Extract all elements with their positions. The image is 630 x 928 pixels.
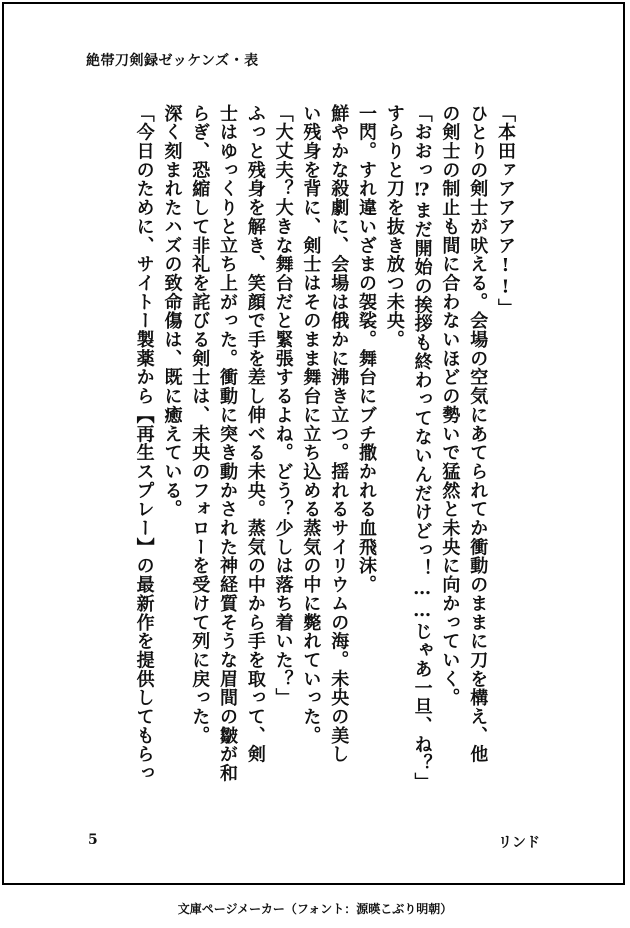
running-head: 絶帯刀剣録ゼッケンズ・表 <box>86 53 259 69</box>
page-number: 5 <box>88 832 98 848</box>
text-line: らぎ、恐縮して非礼を詫びる剣士は、未央のフォローを受けて列に戻った。 <box>189 104 211 745</box>
text-line: い残身を背に、剣士はそのまま舞台に立ち込める蒸気の中に斃れていった。 <box>300 104 322 745</box>
text-line: の剣士の制止も間に合わないほどの勢いで猛然と未央に向かっていく。 <box>439 104 461 708</box>
text-line: すらりと刀を抜き放つ未央。 <box>383 104 405 350</box>
text-line: 「今日のために、サイトー製薬から【再生スプレー】の最新作を提供してもらっ <box>133 104 155 783</box>
text-line: 鮮やかな殺劇に、会場は俄かに沸き立つ。揺れるサイリウムの海。未央の美し <box>328 104 350 764</box>
text-line: ひとりの剣士が吠える。会場の空気にあてられてか衝動のままに刀を構え、他 <box>467 104 489 764</box>
text-line: 一閃。すれ違いざまの袈裟。舞台にブチ撒かれる血飛沫。 <box>356 104 378 595</box>
text-line: 「大丈夫？大きな舞台だと緊張するよね。どう？少しは落ち着いた？」 <box>272 104 294 708</box>
text-line: 深く刻まれたハズの致命傷は、既に癒えている。 <box>161 104 183 519</box>
vertical-text-body <box>86 104 519 824</box>
generator-credit: 文庫ページメーカー（フォント：源暎こぶり明朝） <box>177 902 453 916</box>
author-name: リンド <box>498 835 540 851</box>
page-frame <box>2 2 625 885</box>
text-line: 「おおっ⁉まだ開始の挨拶も終わってないんだけどっ！……じゃあ一旦、ね？」 <box>411 104 433 792</box>
text-line: ふっと残身を解き、笑顔で手を差し伸べる未央。蒸気の中から手を取って、剣 <box>244 104 266 764</box>
text-line: 士はゆっくりと立ち上がった。衝動に突き動かされた神経質そうな眉間の皺が和 <box>217 104 239 783</box>
text-line: 「本田ァアアアア!!」 <box>495 104 516 318</box>
